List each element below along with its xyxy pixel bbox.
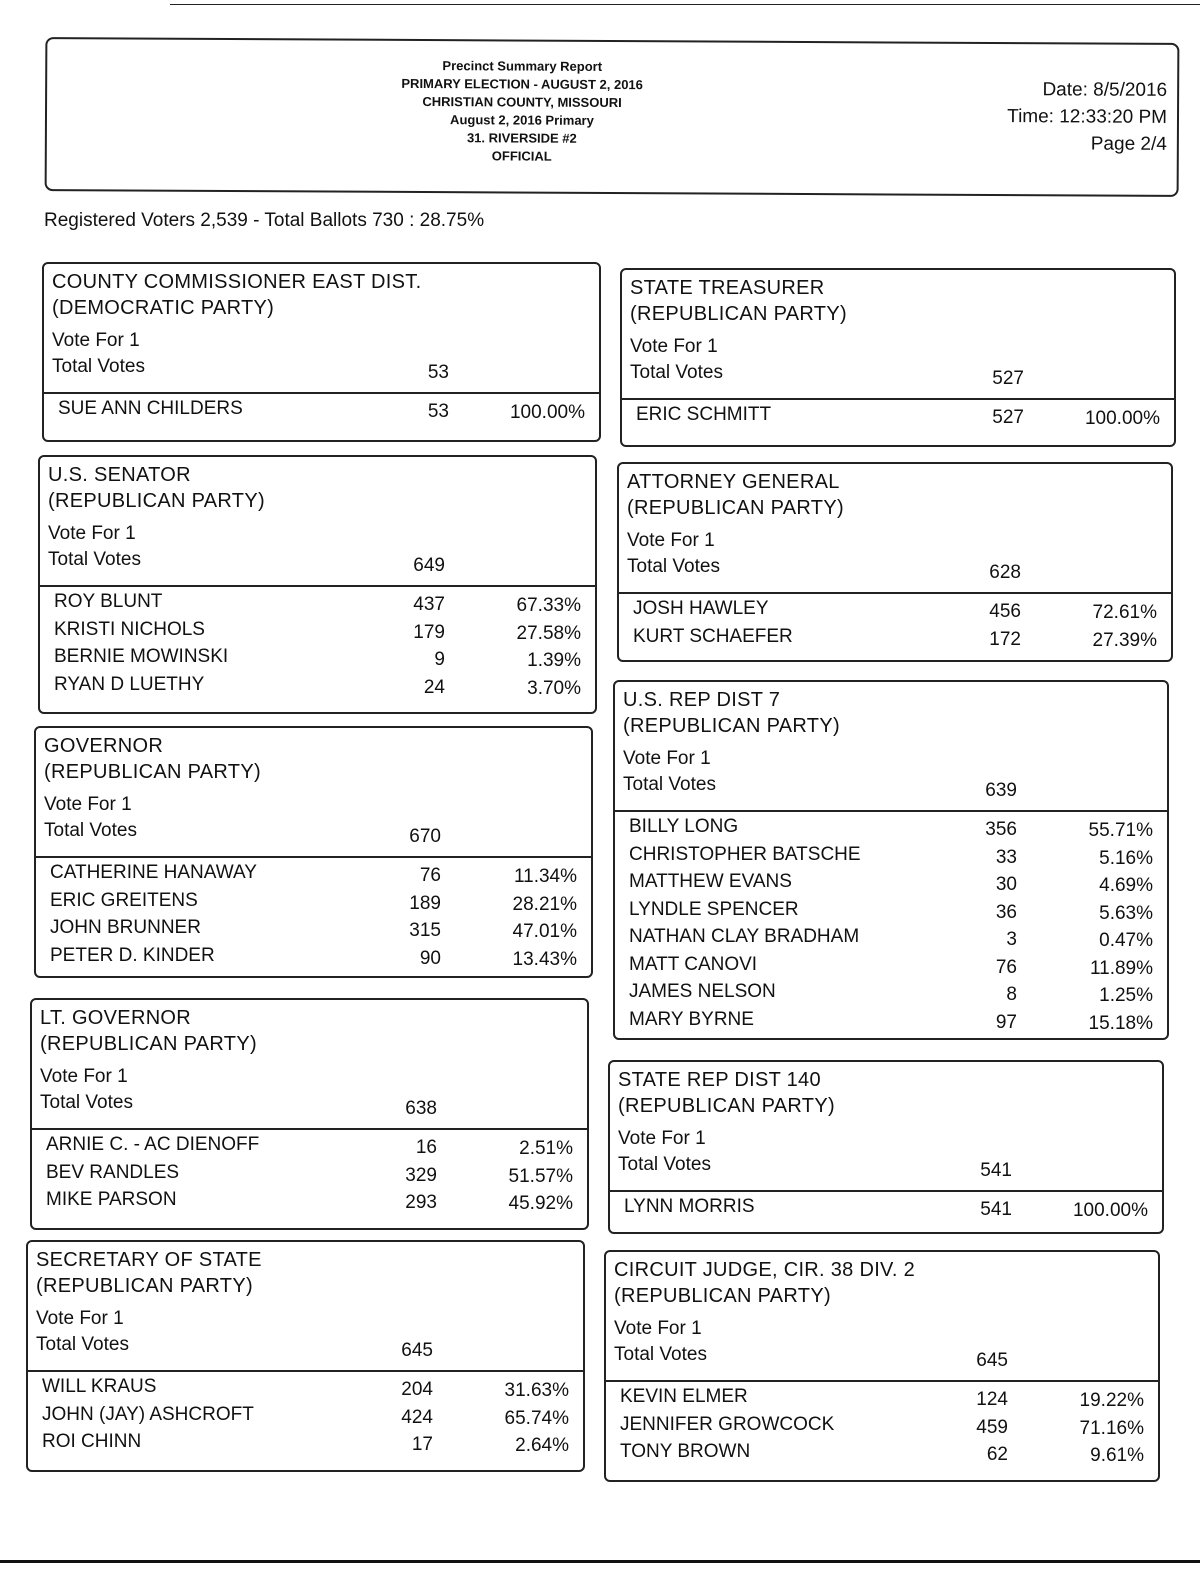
race-party: (REPUBLICAN PARTY) [44,761,261,783]
candidate-name: ERIC GREITENS [50,889,198,911]
race-title [627,469,844,521]
race-box [34,726,593,978]
candidate-name: JOHN BRUNNER [50,917,201,938]
candidate-row [40,591,595,618]
race-box [613,680,1169,1040]
candidate-votes: 456 [989,601,1021,622]
report-time: Time: 12:33:20 PM [1007,106,1168,128]
report-date: Date: 8/5/2016 [1042,79,1168,101]
candidate-name: CATHERINE HANAWAY [50,862,257,883]
candidate-name: MIKE PARSON [46,1189,177,1210]
total-votes-label: Total Votes [623,774,716,795]
total-votes-label: Total Votes [618,1154,711,1175]
race-office: STATE REP DIST 140 [618,1069,821,1091]
candidate-name: KURT SCHAEFER [633,625,793,647]
vote-for-label: Vote For 1 [48,523,136,544]
candidate-votes: 9 [434,649,445,670]
candidate-votes: 315 [409,920,441,941]
candidate-percent: 2.51% [519,1138,573,1159]
candidate-row [40,619,595,646]
vote-for-label: Vote For 1 [44,794,132,815]
candidate-row [36,945,591,972]
candidate-percent: 19.22% [1079,1390,1144,1411]
candidate-percent: 100.00% [1072,1200,1148,1221]
race-party: (REPUBLICAN PARTY) [627,497,844,519]
candidate-name: KRISTI NICHOLS [54,618,205,640]
election-name: PRIMARY ELECTION - AUGUST 2, 2016 [401,75,643,93]
candidate-name: RYAN D LUETHY [54,673,205,695]
candidate-name: SUE ANN CHILDERS [58,398,243,419]
candidate-name: ROY BLUNT [54,591,163,612]
candidate-row [615,871,1167,898]
candidate-row [606,1386,1158,1413]
race-title [614,1257,915,1309]
candidate-percent: 1.39% [527,650,581,671]
official-label: OFFICIAL [491,148,552,164]
candidate-votes: 33 [995,846,1017,868]
candidate-votes: 8 [1006,984,1017,1005]
vote-for-label: Vote For 1 [40,1066,128,1087]
candidate-row [606,1441,1158,1468]
results-divider [32,1128,587,1130]
race-title [44,733,261,785]
candidate-percent: 2.64% [515,1435,569,1456]
vote-for-label: Vote For 1 [614,1318,702,1339]
candidate-votes: 3 [1006,929,1017,950]
race-office: U.S. SENATOR [48,464,191,486]
candidate-percent: 27.39% [1092,629,1157,651]
total-votes-value: 639 [985,780,1017,801]
candidate-votes: 172 [989,628,1021,650]
candidate-percent: 47.01% [512,921,577,942]
page-number: Page 2/4 [1090,133,1167,155]
candidate-name: JENNIFER GROWCOCK [620,1413,835,1435]
results-divider [28,1370,583,1372]
results-divider [615,810,1167,812]
total-votes-value: 628 [989,562,1021,583]
candidate-name: LYNN MORRIS [624,1196,755,1217]
race-party: (REPUBLICAN PARTY) [48,490,265,512]
candidate-percent: 51.57% [508,1165,573,1187]
candidate-row [32,1134,587,1161]
total-votes-label: Total Votes [36,1334,129,1355]
candidate-name: ERIC SCHMITT [636,404,772,425]
race-title [40,1005,257,1057]
candidate-percent: 100.00% [509,402,585,423]
race-box [620,268,1176,447]
county-name: CHRISTIAN COUNTY, MISSOURI [422,94,622,111]
candidate-votes: 356 [985,819,1017,840]
race-box [608,1060,1164,1234]
candidate-votes: 329 [405,1164,437,1186]
report-meta [1007,76,1167,158]
race-box [617,462,1173,662]
race-party: (REPUBLICAN PARTY) [614,1285,831,1307]
vote-for-label: Vote For 1 [627,530,715,551]
candidate-name: ROI CHINN [42,1431,142,1452]
election-date: August 2, 2016 Primary [450,112,594,128]
vote-for-label: Vote For 1 [623,748,711,769]
candidate-percent: 55.71% [1088,820,1153,841]
total-votes-label: Total Votes [52,356,145,377]
candidate-name: JOSH HAWLEY [633,598,769,619]
results-divider [622,398,1174,400]
race-office: COUNTY COMMISSIONER EAST DIST. [52,271,422,293]
candidate-name: MATT CANOVI [629,953,758,975]
candidate-percent: 13.43% [512,948,577,970]
candidate-name: LYNDLE SPENCER [629,898,799,920]
candidate-votes: 62 [986,1444,1008,1465]
race-box [26,1240,585,1472]
candidate-row [28,1376,583,1403]
total-votes-value: 527 [992,368,1024,389]
total-votes-value: 645 [976,1350,1008,1371]
candidate-row [36,862,591,889]
registered-voters-summary: Registered Voters 2,539 - Total Ballots 730 : 28.75% [44,210,485,231]
results-divider [606,1380,1158,1382]
candidate-votes: 293 [405,1192,437,1213]
vote-for-label: Vote For 1 [52,330,140,351]
candidate-percent: 3.70% [527,677,581,699]
candidate-votes: 30 [995,874,1017,895]
vote-for-label: Vote For 1 [618,1128,706,1149]
candidate-name: ARNIE C. - AC DIENOFF [46,1134,260,1155]
candidate-row [619,598,1171,625]
candidate-votes: 189 [409,892,441,914]
report-header [45,37,1180,197]
candidate-row [36,890,591,917]
race-box [42,262,601,442]
results-divider [619,592,1171,594]
candidate-name: CHRISTOPHER BATSCHE [629,843,861,865]
candidate-name: NATHAN CLAY BRADHAM [629,926,860,947]
candidate-votes: 53 [427,401,449,422]
candidate-name: KEVIN ELMER [620,1386,748,1407]
candidate-percent: 11.89% [1089,957,1153,979]
report-title: Precinct Summary Report [442,58,603,74]
race-box [30,998,589,1230]
candidate-votes: 17 [411,1434,433,1455]
race-title [36,1247,262,1299]
race-box [38,455,597,714]
candidate-row [28,1431,583,1458]
candidate-percent: 1.25% [1099,985,1153,1006]
candidate-name: MATTHEW EVANS [629,871,792,892]
candidate-percent: 0.47% [1099,930,1153,951]
candidate-votes: 97 [995,1011,1017,1033]
candidate-name: WILL KRAUS [42,1376,157,1397]
total-votes-label: Total Votes [630,362,723,383]
candidate-row [615,899,1167,926]
candidate-percent: 65.74% [504,1407,569,1429]
total-votes-label: Total Votes [627,556,720,577]
candidate-votes: 24 [423,676,445,698]
race-box [604,1250,1160,1482]
candidate-votes: 36 [995,901,1017,923]
candidate-percent: 67.33% [516,595,581,616]
candidate-percent: 5.16% [1099,847,1153,869]
race-party: (REPUBLICAN PARTY) [618,1095,835,1117]
candidate-row [44,398,599,425]
candidate-row [615,1009,1167,1036]
race-party: (REPUBLICAN PARTY) [36,1275,253,1297]
total-votes-value: 670 [409,826,441,847]
race-office: LT. GOVERNOR [40,1007,192,1029]
candidate-votes: 541 [980,1199,1012,1220]
candidate-percent: 72.61% [1092,602,1157,623]
candidate-row [40,646,595,673]
candidate-row [28,1404,583,1431]
candidate-percent: 11.34% [513,866,577,887]
candidate-percent: 71.16% [1079,1417,1144,1439]
candidate-votes: 76 [419,865,441,886]
candidate-row [622,404,1174,431]
candidate-row [610,1196,1162,1223]
candidate-votes: 459 [976,1416,1008,1438]
candidate-row [32,1162,587,1189]
race-party: (REPUBLICAN PARTY) [623,715,840,737]
candidate-name: TONY BROWN [620,1441,751,1462]
candidate-percent: 27.58% [516,622,581,644]
race-title [48,462,265,514]
candidate-percent: 28.21% [512,893,577,915]
vote-for-label: Vote For 1 [630,336,718,357]
candidate-row [36,917,591,944]
race-office: U.S. REP DIST 7 [623,689,781,711]
total-votes-label: Total Votes [614,1344,707,1365]
bottom-rule [0,1560,1200,1563]
race-title [618,1067,835,1119]
total-votes-label: Total Votes [44,820,137,841]
candidate-percent: 5.63% [1099,902,1153,924]
race-office: CIRCUIT JUDGE, CIR. 38 DIV. 2 [614,1259,915,1281]
vote-for-label: Vote For 1 [36,1308,124,1329]
candidate-votes: 16 [415,1137,437,1158]
results-divider [610,1190,1162,1192]
candidate-row [615,816,1167,843]
candidate-name: BILLY LONG [629,816,739,837]
total-votes-label: Total Votes [40,1092,133,1113]
candidate-row [615,981,1167,1008]
race-office: GOVERNOR [44,735,164,757]
race-party: (DEMOCRATIC PARTY) [52,297,275,319]
race-office: STATE TREASURER [630,277,825,299]
candidate-row [615,954,1167,981]
candidate-name: JOHN (JAY) ASHCROFT [42,1403,254,1425]
candidate-percent: 100.00% [1084,408,1160,429]
results-divider [36,856,591,858]
total-votes-value: 541 [980,1160,1012,1181]
results-divider [40,585,595,587]
total-votes-value: 645 [401,1340,433,1361]
candidate-votes: 424 [401,1406,433,1428]
candidate-row [619,626,1171,653]
candidate-votes: 90 [419,947,441,969]
candidate-percent: 4.69% [1099,875,1153,896]
candidate-votes: 204 [401,1379,433,1400]
candidate-row [606,1414,1158,1441]
candidate-row [40,674,595,701]
precinct-name: 31. RIVERSIDE #2 [466,130,577,146]
candidate-name: BERNIE MOWINSKI [54,646,229,667]
top-rule [170,4,1200,5]
candidate-votes: 124 [976,1389,1008,1410]
race-office: SECRETARY OF STATE [36,1249,262,1271]
race-title [52,269,421,321]
candidate-row [615,844,1167,871]
candidate-name: PETER D. KINDER [50,944,215,966]
race-office: ATTORNEY GENERAL [627,471,840,493]
candidate-row [615,926,1167,953]
total-votes-value: 638 [405,1098,437,1119]
race-title [623,687,840,739]
race-party: (REPUBLICAN PARTY) [40,1033,257,1055]
report-title-block [377,57,668,167]
race-party: (REPUBLICAN PARTY) [630,303,847,325]
total-votes-value: 649 [413,555,445,576]
candidate-votes: 437 [413,594,445,615]
total-votes-label: Total Votes [48,549,141,570]
candidate-percent: 31.63% [504,1380,569,1401]
candidate-percent: 9.61% [1090,1445,1144,1466]
candidate-name: JAMES NELSON [629,981,776,1002]
candidate-percent: 15.18% [1088,1012,1153,1034]
candidate-votes: 527 [992,407,1024,428]
candidate-name: MARY BYRNE [629,1008,754,1030]
total-votes-value: 53 [427,362,449,383]
candidate-percent: 45.92% [508,1193,573,1214]
candidate-votes: 179 [413,621,445,643]
candidate-name: BEV RANDLES [46,1161,180,1183]
candidate-votes: 76 [995,956,1017,978]
candidate-row [32,1189,587,1216]
results-divider [44,392,599,394]
race-title [630,275,847,327]
